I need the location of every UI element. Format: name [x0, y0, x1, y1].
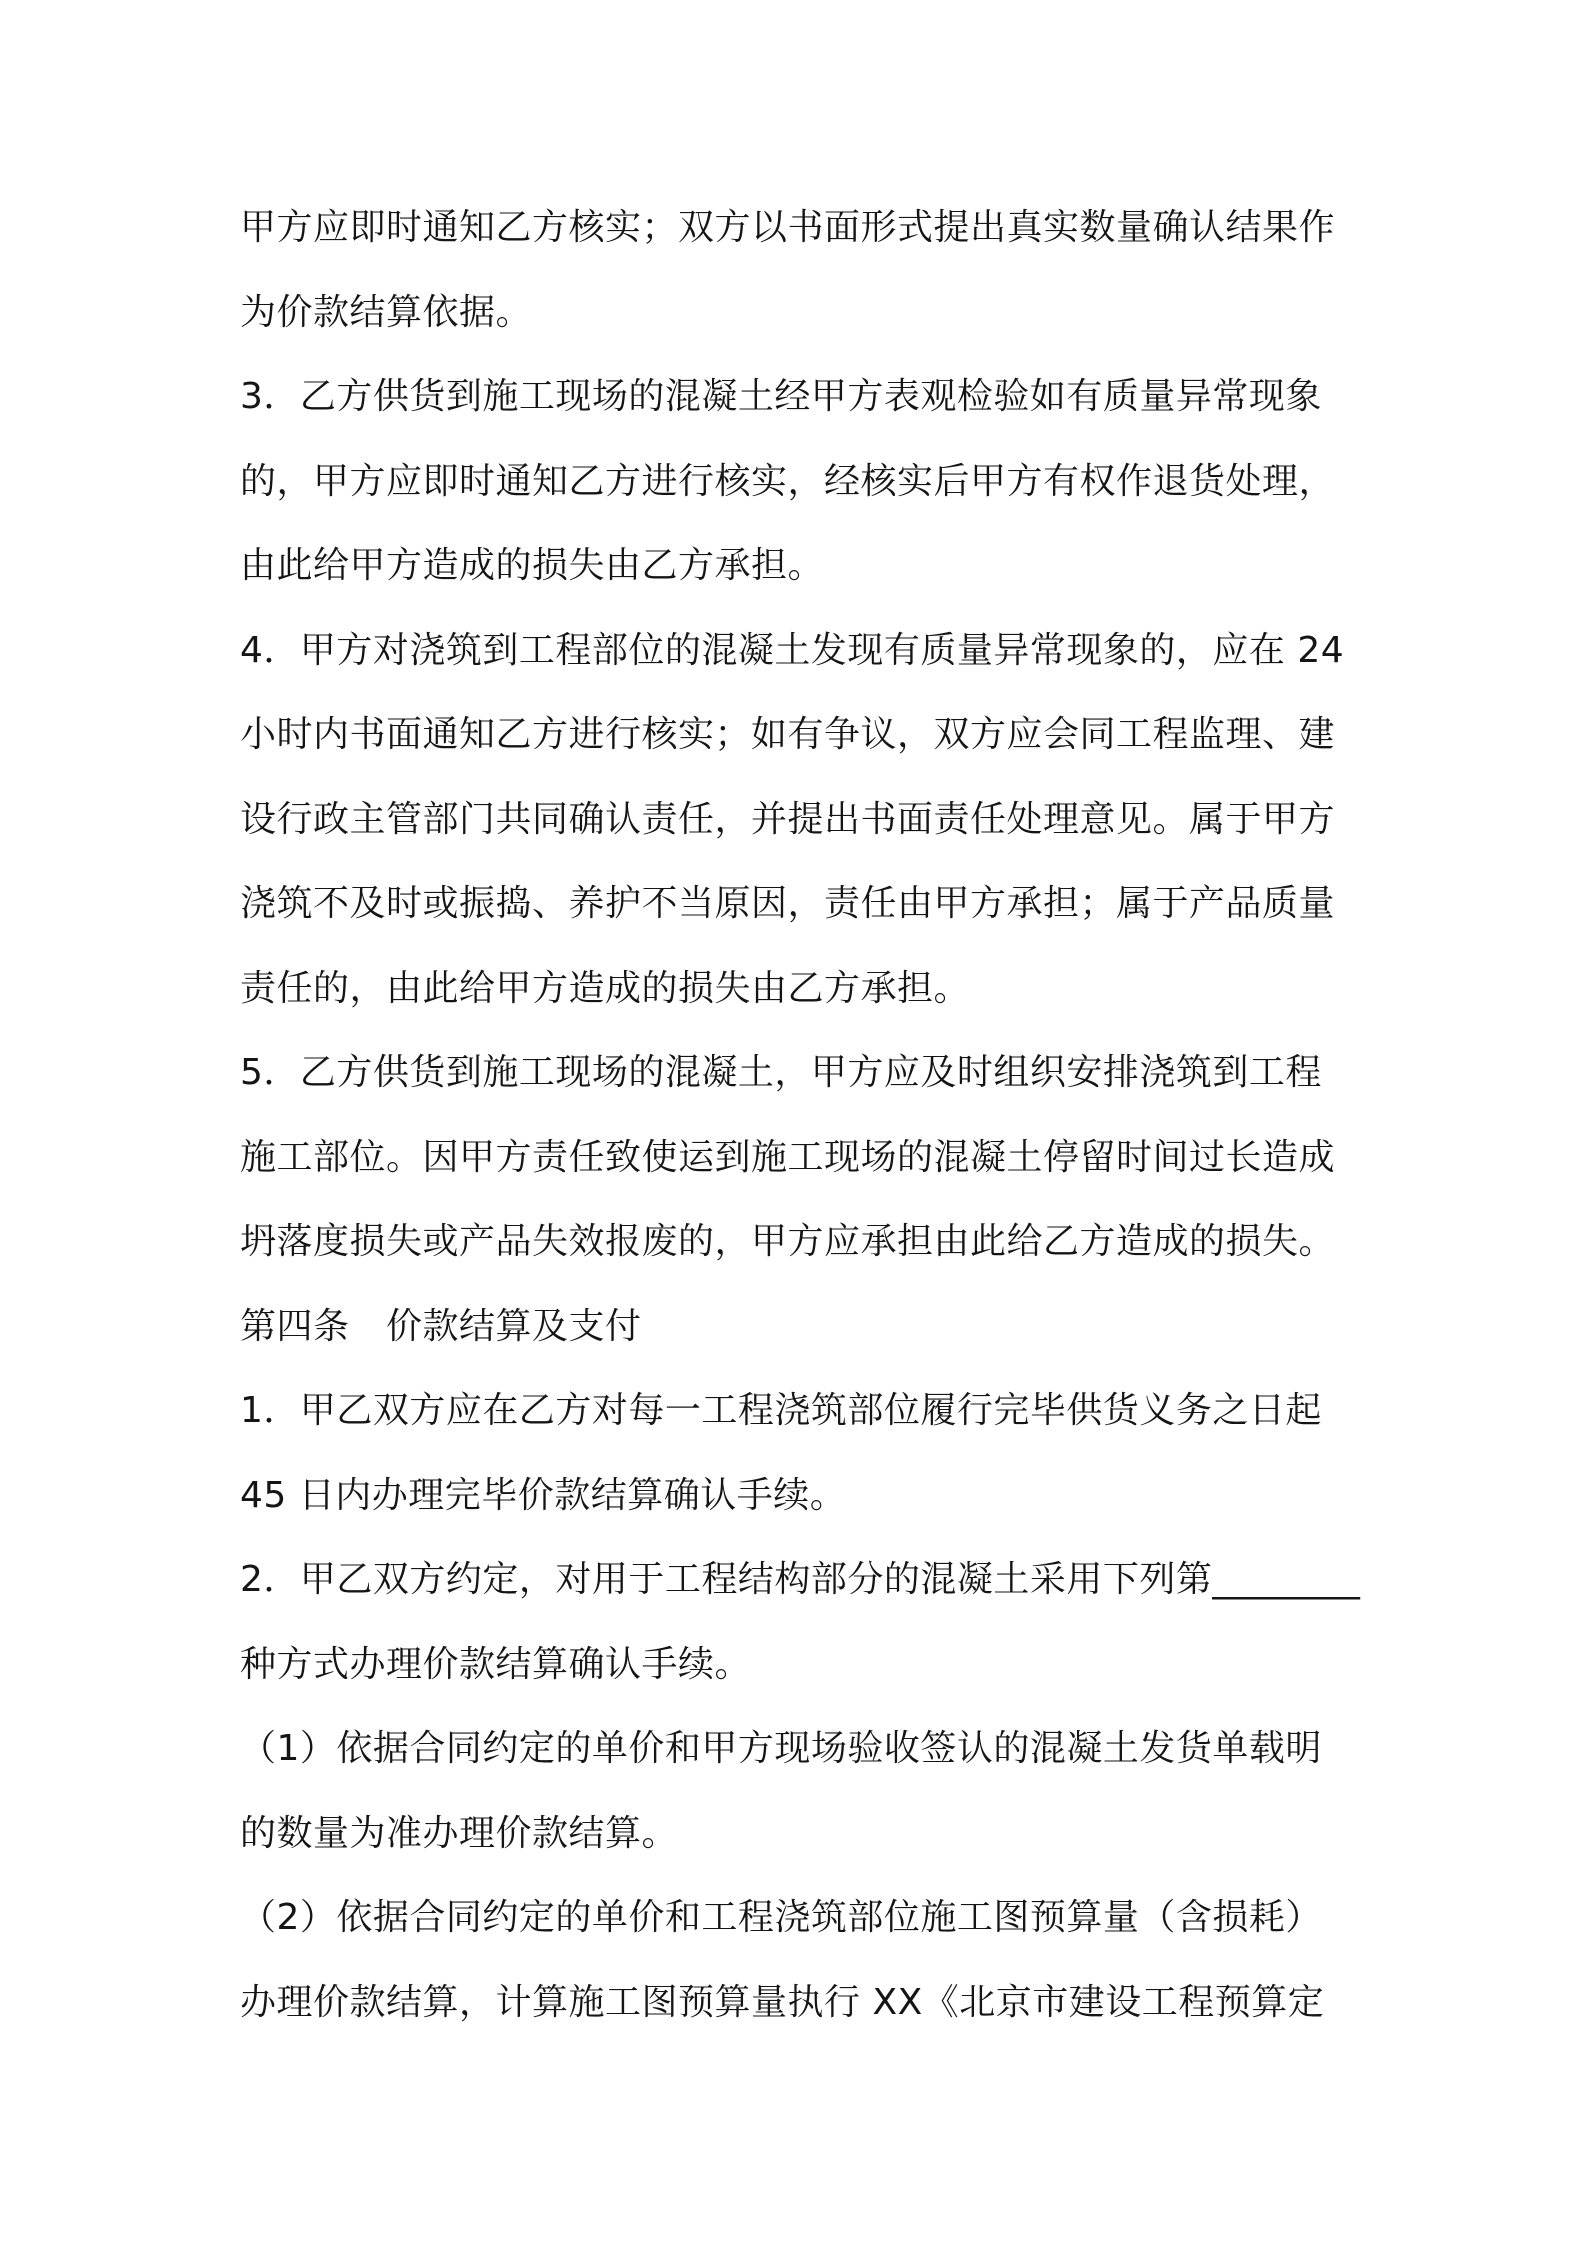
- text-line: 施工部位。因甲方责任致使运到施工现场的混凝土停留时间过长造成: [240, 1136, 1336, 1178]
- text-line: 为价款结算依据。: [240, 291, 533, 333]
- text-line: 坍落度损失或产品失效报废的，甲方应承担由此给乙方造成的损失。: [240, 1221, 1336, 1262]
- text-line: 责任的，由此给甲方造成的损失由乙方承担。: [240, 967, 971, 1009]
- text-line: 浇筑不及时或振捣、养护不当原因，责任由甲方承担；属于产品质量: [240, 883, 1336, 924]
- text-line: 1．甲乙双方应在乙方对每一工程浇筑部位履行完毕供货义务之日起: [240, 1390, 1322, 1431]
- text-line: 甲方应即时通知乙方核实；双方以书面形式提出真实数量确认结果作: [240, 207, 1336, 248]
- text-line: 设行政主管部门共同确认责任，并提出书面责任处理意见。属于甲方: [240, 798, 1336, 840]
- text-line: 45 日内办理完毕价款结算确认手续。: [240, 1474, 847, 1516]
- text-line: 种方式办理价款结算确认手续。: [240, 1643, 752, 1685]
- text-line: 由此给甲方造成的损失由乙方承担。: [240, 545, 825, 586]
- text-line: （2）依据合同约定的单价和工程浇筑部位施工图预算量（含损耗）: [240, 1897, 1322, 1938]
- text-line: 的，甲方应即时通知乙方进行核实，经核实后甲方有权作退货处理，: [240, 460, 1336, 502]
- section-heading: 第四条 价款结算及支付: [240, 1305, 642, 1347]
- text-line: 小时内书面通知乙方进行核实；如有争议，双方应会同工程监理、建: [240, 714, 1336, 755]
- text-line: 4．甲方对浇筑到工程部位的混凝土发现有质量异常现象的，应在 24: [240, 629, 1345, 671]
- contract-text-block: [240, 196, 1361, 2055]
- text-line: 5．乙方供货到施工现场的混凝土，甲方应及时组织安排浇筑到工程: [240, 1052, 1322, 1093]
- text-line: 2．甲乙双方约定，对用于工程结构部分的混凝土采用下列第________: [240, 1559, 1361, 1600]
- text-line: 3．乙方供货到施工现场的混凝土经甲方表观检验如有质量异常现象: [240, 376, 1322, 417]
- text-line: 的数量为准办理价款结算。: [240, 1812, 679, 1854]
- text-line: （1）依据合同约定的单价和甲方现场验收签认的混凝土发货单载明: [240, 1728, 1322, 1769]
- text-line: 办理价款结算，计算施工图预算量执行 XX《北京市建设工程预算定: [240, 1981, 1325, 2023]
